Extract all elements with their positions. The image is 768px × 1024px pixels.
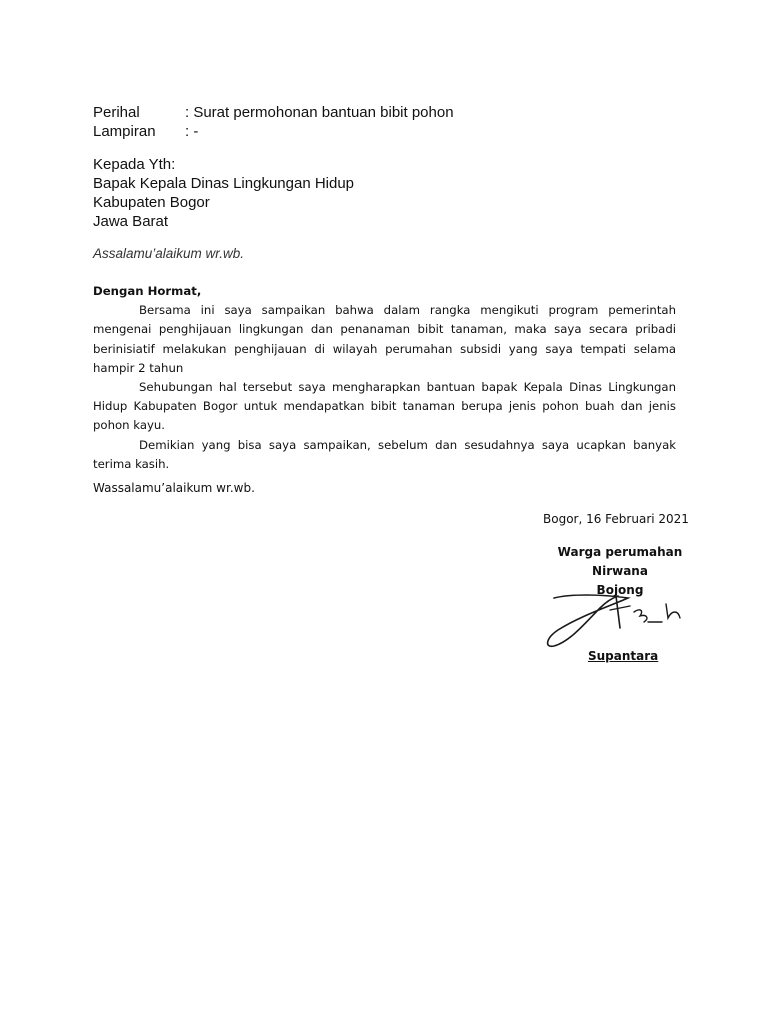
closing-salam: Wassalamu’alaikum wr.wb. <box>93 481 255 495</box>
recipient-line-2: Bapak Kepala Dinas Lingkungan Hidup <box>93 175 355 192</box>
body-paragraph-1: Bersama ini saya sampaikan bahwa dalam rangka mengikuti program pemerintah mengenai penghijauan lingkungan dan penanaman bibit tanaman, maka saya secara pribadi berinisiatif melakukan penghijauan di wilayah perumahan subsidi yang saya tempati selama hampir 2 tahun <box>93 303 676 375</box>
body-paragraph-2: Sehubungan hal tersebut saya mengharapkan bantuan bapak Kepala Dinas Lingkungan Hidup Kabupaten Bogor untuk mendapatkan bibit tanaman berupa jenis pohon buah dan jenis pohon kayu. <box>93 380 676 433</box>
attachment-row <box>93 123 198 141</box>
greeting: Dengan Hormat, <box>93 284 202 298</box>
handwritten-signature <box>540 588 690 652</box>
body-paragraph-3: Demikian yang bisa saya sampaikan, sebelum dan sesudahnya saya ucapkan banyak terima kasih. <box>93 437 676 471</box>
letter-body <box>93 282 676 474</box>
sender-line-2: Bojong <box>596 583 644 597</box>
attachment-label: Lampiran <box>93 123 156 140</box>
subject-row <box>93 104 454 122</box>
recipient-line-1: Kepada Yth: <box>93 156 176 173</box>
attachment-value: : - <box>185 123 199 140</box>
opening-salam: Assalamu’alaikum wr.wb. <box>93 246 245 261</box>
signer-name: Supantara <box>588 649 659 663</box>
recipient-line-4: Jawa Barat <box>93 213 169 230</box>
sender-line-1: Warga perumahan Nirwana <box>557 545 683 578</box>
recipient-line-3: Kabupaten Bogor <box>93 194 210 211</box>
letter-date: Bogor, 16 Februari 2021 <box>543 512 689 526</box>
recipient-block <box>93 155 354 231</box>
subject-label: Perihal <box>93 104 140 121</box>
subject-value: : Surat permohonan bantuan bibit pohon <box>185 104 454 121</box>
